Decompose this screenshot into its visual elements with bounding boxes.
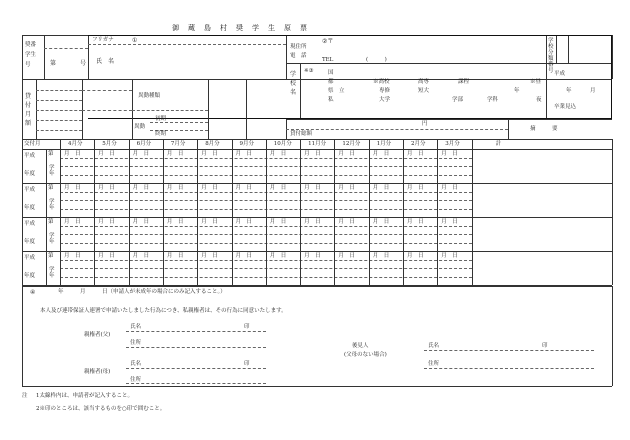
row-month-day: 月 日 (304, 185, 321, 191)
dai-label: 第 (50, 60, 57, 67)
row-month-day: 月 日 (441, 151, 458, 157)
row-heisei: 平成 (24, 221, 36, 227)
month-header: 11月分 (308, 141, 327, 147)
row-heisei: 平成 (24, 187, 36, 193)
kokennin-jusho: 住所 (428, 361, 440, 367)
father-jusho: 住所 (130, 340, 142, 346)
gakka: 学科 (487, 97, 499, 103)
row-dai: 第 (48, 253, 54, 259)
row-month-day: 月 日 (98, 253, 115, 259)
row-month-day: 月 日 (407, 185, 424, 191)
tel-parens: ( ) (366, 57, 387, 63)
row-month-day: 月 日 (338, 253, 355, 259)
row-month-day: 月 日 (338, 185, 355, 191)
circle3-mark: ※③ (304, 68, 314, 74)
phone-label: 電 話 (290, 53, 307, 59)
row-heisei: 平成 (24, 153, 36, 159)
row-month-day: 月 日 (338, 219, 355, 225)
row-month-day: 月 日 (269, 219, 287, 225)
nen-label: 年 (514, 88, 520, 94)
tsuki-label: 月 (590, 88, 596, 94)
row-month-day: 月 日 (235, 253, 253, 259)
applicant-frame (88, 35, 612, 119)
toritsu: 都 (328, 79, 334, 85)
row-month-day: 月 日 (407, 219, 424, 225)
row-nendo: 年度 (24, 205, 36, 211)
row-month-day: 月 日 (407, 151, 424, 157)
note-1: 1太線枠内は、申請者が記入すること。 (36, 393, 134, 399)
go-label: 号 (80, 60, 87, 67)
row-month-day: 月 日 (166, 185, 184, 191)
school-no-label: 学校分類番号 (548, 38, 554, 74)
address-mark: ②〒 (322, 38, 334, 45)
row-month-day: 月 日 (132, 253, 150, 259)
koukou: ※高校 (373, 79, 390, 85)
mother-shimei: 氏名 (130, 361, 142, 367)
father-label: 親権者(父) (84, 332, 111, 338)
row-month-day: 月 日 (166, 253, 184, 259)
daigaku: 大学 (379, 97, 391, 103)
row-month-day: 月 日 (441, 219, 458, 225)
form-title: 御 蔵 島 村 奨 学 生 原 票 (172, 24, 308, 32)
notes-chu: 注 (22, 393, 28, 399)
katei: 課程 (458, 79, 470, 85)
row-month-day: 月 日 (98, 151, 115, 157)
row-dai: 第 (48, 185, 54, 191)
month-header: 7月分 (170, 141, 186, 147)
tekiyo-label: 摘 要 (530, 126, 558, 132)
mother-label: 親権者(母) (84, 369, 111, 375)
row-month-day: 月 日 (372, 219, 390, 225)
father-in: 印 (244, 324, 250, 330)
shiritsu: 私 (328, 97, 334, 103)
row-month-day: 月 日 (304, 151, 321, 157)
row-month-day: 月 日 (235, 185, 253, 191)
consent-date-line: 年 月 日（申請人が未成年の場合にのみ記入すること。） (58, 289, 226, 295)
yen-label: 円 (422, 121, 428, 127)
row-month-day: 月 日 (201, 219, 218, 225)
kei-header: 計 (495, 141, 502, 147)
row-month-day: 月 日 (235, 151, 253, 157)
row-nendo: 年度 (24, 171, 36, 177)
month-header: 1月分 (376, 141, 392, 147)
row-nendo: 年度 (24, 239, 36, 245)
row-month-day: 月 日 (64, 219, 81, 225)
tel-label: TEL (322, 57, 334, 63)
row-month-day: 月 日 (201, 151, 218, 157)
ido-type-label: 異動種類 (138, 93, 161, 99)
ido-label: 異動 (134, 124, 146, 130)
student-no-label: 奨番学生号 (25, 42, 37, 68)
row-dai: 第 (48, 219, 54, 225)
row-month-day: 月 日 (64, 253, 81, 259)
kokennin-in: 印 (542, 343, 548, 349)
row-month-day: 月 日 (132, 151, 150, 157)
address-label: 現住所 (290, 44, 307, 50)
row-month-day: 月 日 (304, 253, 321, 259)
kenritsu: 県 立 (328, 88, 345, 94)
month-header: 9月分 (239, 141, 254, 147)
circle4-mark: ④ (30, 289, 36, 296)
gakubu: 学部 (452, 97, 464, 103)
month-header: 3月分 (445, 141, 460, 147)
row-gakunen: 学年 (49, 267, 55, 279)
row-month-day: 月 日 (338, 151, 355, 157)
row-month-day: 月 日 (441, 185, 458, 191)
shuki-label: 終期 (155, 131, 167, 137)
kokennin-label: 後見人 (352, 343, 369, 349)
mother-in: 印 (244, 361, 250, 367)
total-label: 貸付総額 (290, 131, 313, 137)
kokuritsu: 国 (328, 70, 334, 76)
kosen: 高専 (418, 79, 430, 85)
nen2-label: 年 (566, 88, 572, 94)
row-month-day: 月 日 (166, 151, 184, 157)
yoru: 夜 (536, 97, 542, 103)
shoki-label: 初期 (155, 116, 167, 122)
kokennin-note: (父母のない場合) (344, 352, 387, 358)
tandai: 短大 (418, 88, 430, 94)
row-month-day: 月 日 (98, 219, 115, 225)
row-month-day: 月 日 (235, 219, 253, 225)
row-nendo: 年度 (24, 273, 36, 279)
kokennin-shimei: 氏名 (428, 343, 440, 349)
furigana-label: フリガナ (92, 37, 114, 43)
months-first-header: 交付月 (24, 141, 41, 147)
father-shimei: 氏名 (130, 324, 142, 330)
sotsugyo-label: 卒業見込 (554, 104, 577, 110)
row-month-day: 月 日 (98, 185, 115, 191)
row-month-day: 月 日 (201, 253, 218, 259)
row-month-day: 月 日 (372, 185, 390, 191)
kashitsuki-label: 貸付月額 (24, 93, 31, 127)
month-header: 4月分 (68, 141, 83, 147)
row-gakunen: 学年 (49, 199, 55, 211)
month-header: 5月分 (102, 141, 117, 147)
row-month-day: 月 日 (304, 219, 321, 225)
heisei-label: 平成 (554, 71, 566, 77)
row-month-day: 月 日 (269, 185, 287, 191)
row-month-day: 月 日 (269, 253, 287, 259)
row-heisei: 平成 (24, 255, 36, 261)
row-month-day: 月 日 (201, 185, 218, 191)
shimei-label: 氏 名 (96, 58, 115, 65)
row-dai: 第 (48, 151, 54, 157)
senshu: 専修 (379, 88, 391, 94)
note-2: 2※印のところは、該当するものを○印で囲むこと。 (36, 406, 166, 412)
month-header: 12月分 (342, 141, 361, 147)
month-header: 6月分 (136, 141, 152, 147)
row-month-day: 月 日 (372, 151, 390, 157)
row-month-day: 月 日 (132, 185, 150, 191)
row-month-day: 月 日 (64, 185, 81, 191)
circle1-mark: ① (132, 37, 138, 44)
row-gakunen: 学年 (49, 165, 55, 177)
mother-jusho: 住所 (130, 377, 142, 383)
row-month-day: 月 日 (407, 253, 424, 259)
row-month-day: 月 日 (269, 151, 287, 157)
row-month-day: 月 日 (166, 219, 184, 225)
month-header: 2月分 (411, 141, 426, 147)
consent-statement: 本人及び連帯保証人連署で申請いたしました行為につき、私親権者は、その行為に同意いたします。 (40, 308, 287, 314)
month-header: 10月分 (273, 141, 292, 147)
row-month-day: 月 日 (372, 253, 390, 259)
row-gakunen: 学年 (49, 233, 55, 245)
row-month-day: 月 日 (64, 151, 81, 157)
row-month-day: 月 日 (441, 253, 458, 259)
hiru: ※昼 (530, 79, 542, 85)
row-month-day: 月 日 (132, 219, 150, 225)
month-header: 8月分 (205, 141, 220, 147)
school-name-label: 学校名 (289, 71, 296, 96)
